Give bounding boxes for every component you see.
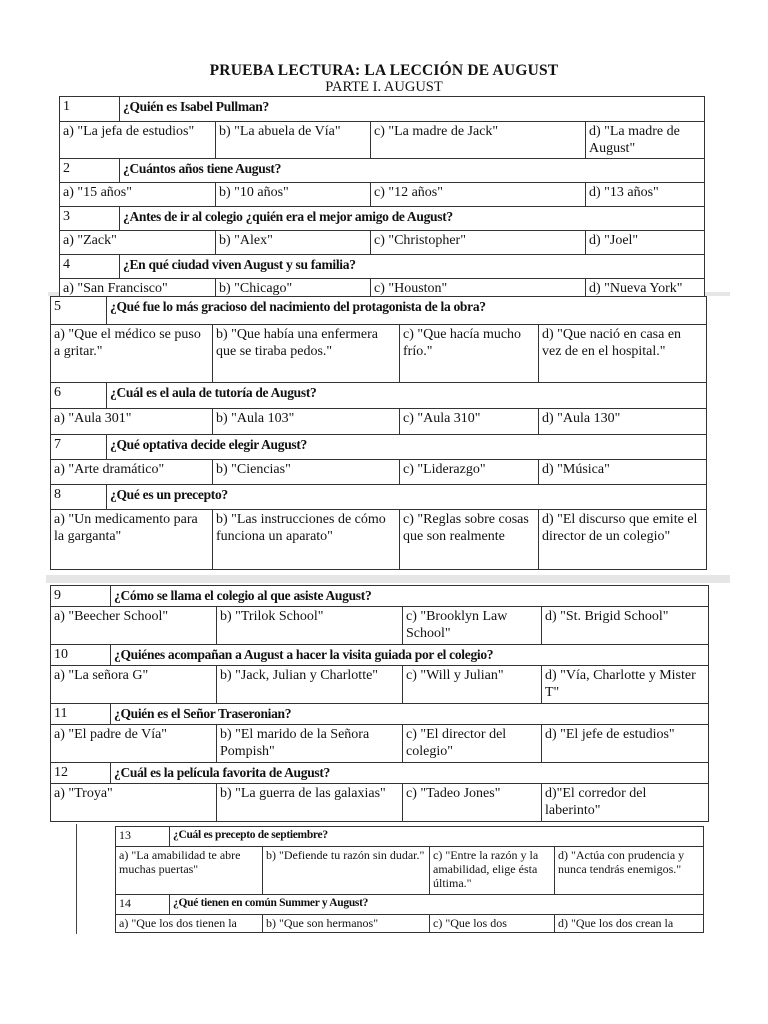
option-d: d) "Joel": [586, 231, 705, 255]
question-row: [60, 97, 705, 122]
option-a: a) "Que el médico se puso a gritar.": [51, 325, 213, 383]
page-title: PRUEBA LECTURA: LA LECCIÓN DE AUGUST: [209, 62, 559, 79]
quiz-section-1: [59, 96, 705, 303]
question-number: 10: [51, 645, 111, 666]
option-d: d) "Aula 130": [539, 409, 707, 435]
option-a: a) "La jefa de estudios": [60, 122, 216, 159]
question-text: ¿Quién es el Señor Traseronian?: [111, 704, 709, 725]
option-a: a) "Arte dramático": [51, 460, 213, 485]
option-d: d) "El jefe de estudios": [542, 725, 709, 763]
option-c: c) "Brooklyn Law School": [403, 607, 542, 645]
question-text: ¿Cuántos años tiene August?: [120, 159, 705, 183]
option-d: d) "El discurso que emite el director de un colegio": [539, 510, 707, 570]
question-number: 1: [60, 97, 120, 122]
answer-row: [51, 460, 707, 485]
question-number: 8: [51, 485, 107, 510]
question-row: [51, 383, 707, 409]
option-a: a) "Un medicamento para la garganta": [51, 510, 213, 570]
option-b: b) "La guerra de las galaxias": [217, 784, 403, 822]
option-c: c) "12 años": [371, 183, 586, 207]
option-b: b) "Que son hermanos": [263, 915, 430, 933]
question-number: 2: [60, 159, 120, 183]
option-d: d) "St. Brigid School": [542, 607, 709, 645]
option-b: b) "Ciencias": [213, 460, 400, 485]
option-a: a) "La amabilidad te abre muchas puertas": [116, 847, 263, 895]
option-d: d)"El corredor del laberinto": [542, 784, 709, 822]
answer-row: [51, 666, 709, 704]
margin-line: [76, 824, 77, 934]
question-row: [60, 159, 705, 183]
answer-row: [60, 183, 705, 207]
option-c: c) "Tadeo Jones": [403, 784, 542, 822]
question-text: ¿Quiénes acompañan a August a hacer la visita guiada por el colegio?: [111, 645, 709, 666]
question-row: [51, 435, 707, 460]
option-d: d) "Vía, Charlotte y Mister T": [542, 666, 709, 704]
answer-row: [116, 847, 704, 895]
option-d: d) "13 años": [586, 183, 705, 207]
quiz-section-2: [50, 296, 707, 570]
option-b: b) "Aula 103": [213, 409, 400, 435]
question-row: [51, 704, 709, 725]
option-b: b) "La abuela de Vía": [216, 122, 371, 159]
question-row: [60, 207, 705, 231]
option-a: a) "15 años": [60, 183, 216, 207]
option-a: a) "Troya": [51, 784, 217, 822]
page-subtitle: PARTE I. AUGUST: [325, 79, 443, 95]
option-c: c) "Que los dos: [430, 915, 555, 933]
answer-row: [51, 607, 709, 645]
question-row: [51, 485, 707, 510]
option-b: b) "Jack, Julian y Charlotte": [217, 666, 403, 704]
question-text: ¿Cuál es precepto de septiembre?: [170, 827, 704, 847]
option-d: d) "Que los dos crean la: [555, 915, 704, 933]
answer-row: [51, 725, 709, 763]
option-c: c) "Liderazgo": [400, 460, 539, 485]
option-d: d) "Que nació en casa en vez de en el hospital.": [539, 325, 707, 383]
option-b: b) "Que había una enfermera que se tiraba pedos.": [213, 325, 400, 383]
question-row: [51, 763, 709, 784]
option-d: d) "Nueva York": [586, 279, 705, 303]
option-a: a) "Zack": [60, 231, 216, 255]
question-text: ¿Cuál es el aula de tutoría de August?: [107, 383, 707, 409]
question-number: 12: [51, 763, 111, 784]
option-c: c) "La madre de Jack": [371, 122, 586, 159]
question-row: [116, 827, 704, 847]
question-number: 14: [116, 895, 170, 915]
option-c: c) "Reglas sobre cosas que son realmente: [400, 510, 539, 570]
option-a: a) "Que los dos tienen la: [116, 915, 263, 933]
question-text: ¿Quién es Isabel Pullman?: [120, 97, 705, 122]
question-number: 4: [60, 255, 120, 279]
question-text: ¿Antes de ir al colegio ¿quién era el mejor amigo de August?: [120, 207, 705, 231]
answer-row: [116, 915, 704, 933]
answer-row: [60, 231, 705, 255]
option-b: b) "Defiende tu razón sin dudar.": [263, 847, 430, 895]
question-row: [51, 586, 709, 607]
option-c: c) "Aula 310": [400, 409, 539, 435]
option-b: b) "El marido de la Señora Pompish": [217, 725, 403, 763]
option-d: d) "Música": [539, 460, 707, 485]
answer-row: [51, 325, 707, 383]
question-number: 5: [51, 297, 107, 325]
option-c: c) "Houston": [371, 279, 586, 303]
answer-row: [51, 510, 707, 570]
question-text: ¿Cómo se llama el colegio al que asiste August?: [111, 586, 709, 607]
question-text: ¿Cuál es la película favorita de August?: [111, 763, 709, 784]
option-d: d) "Actúa con prudencia y nunca tendrás enemigos.": [555, 847, 704, 895]
question-text: ¿Qué tienen en común Summer y August?: [170, 895, 704, 915]
option-b: b) "Las instrucciones de cómo funciona un aparato": [213, 510, 400, 570]
question-row: [51, 297, 707, 325]
option-c: c) "Entre la razón y la amabilidad, elige ésta última.": [430, 847, 555, 895]
answer-row: [51, 784, 709, 822]
question-number: 9: [51, 586, 111, 607]
question-text: ¿Qué fue lo más gracioso del nacimiento del protagonista de la obra?: [107, 297, 707, 325]
option-b: b) "Chicago": [216, 279, 371, 303]
answer-row: [51, 409, 707, 435]
question-row: [116, 895, 704, 915]
question-number: 11: [51, 704, 111, 725]
option-c: c) "Will y Julian": [403, 666, 542, 704]
option-d: d) "La madre de August": [586, 122, 705, 159]
answer-row: [60, 122, 705, 159]
question-text: ¿En qué ciudad viven August y su familia?: [120, 255, 705, 279]
option-c: c) "Christopher": [371, 231, 586, 255]
quiz-section-4: [115, 826, 704, 933]
question-row: [51, 645, 709, 666]
question-row: [60, 255, 705, 279]
question-number: 6: [51, 383, 107, 409]
question-text: ¿Qué optativa decide elegir August?: [107, 435, 707, 460]
option-a: a) "La señora G": [51, 666, 217, 704]
quiz-section-3: [50, 585, 709, 822]
option-b: b) "Trilok School": [217, 607, 403, 645]
section-divider: [46, 575, 730, 583]
option-a: a) "San Francisco": [60, 279, 216, 303]
option-a: a) "El padre de Vía": [51, 725, 217, 763]
question-number: 7: [51, 435, 107, 460]
option-b: b) "10 años": [216, 183, 371, 207]
option-c: c) "Que hacía mucho frío.": [400, 325, 539, 383]
question-text: ¿Qué es un precepto?: [107, 485, 707, 510]
option-a: a) "Beecher School": [51, 607, 217, 645]
question-number: 13: [116, 827, 170, 847]
question-number: 3: [60, 207, 120, 231]
option-a: a) "Aula 301": [51, 409, 213, 435]
option-b: b) "Alex": [216, 231, 371, 255]
option-c: c) "El director del colegio": [403, 725, 542, 763]
